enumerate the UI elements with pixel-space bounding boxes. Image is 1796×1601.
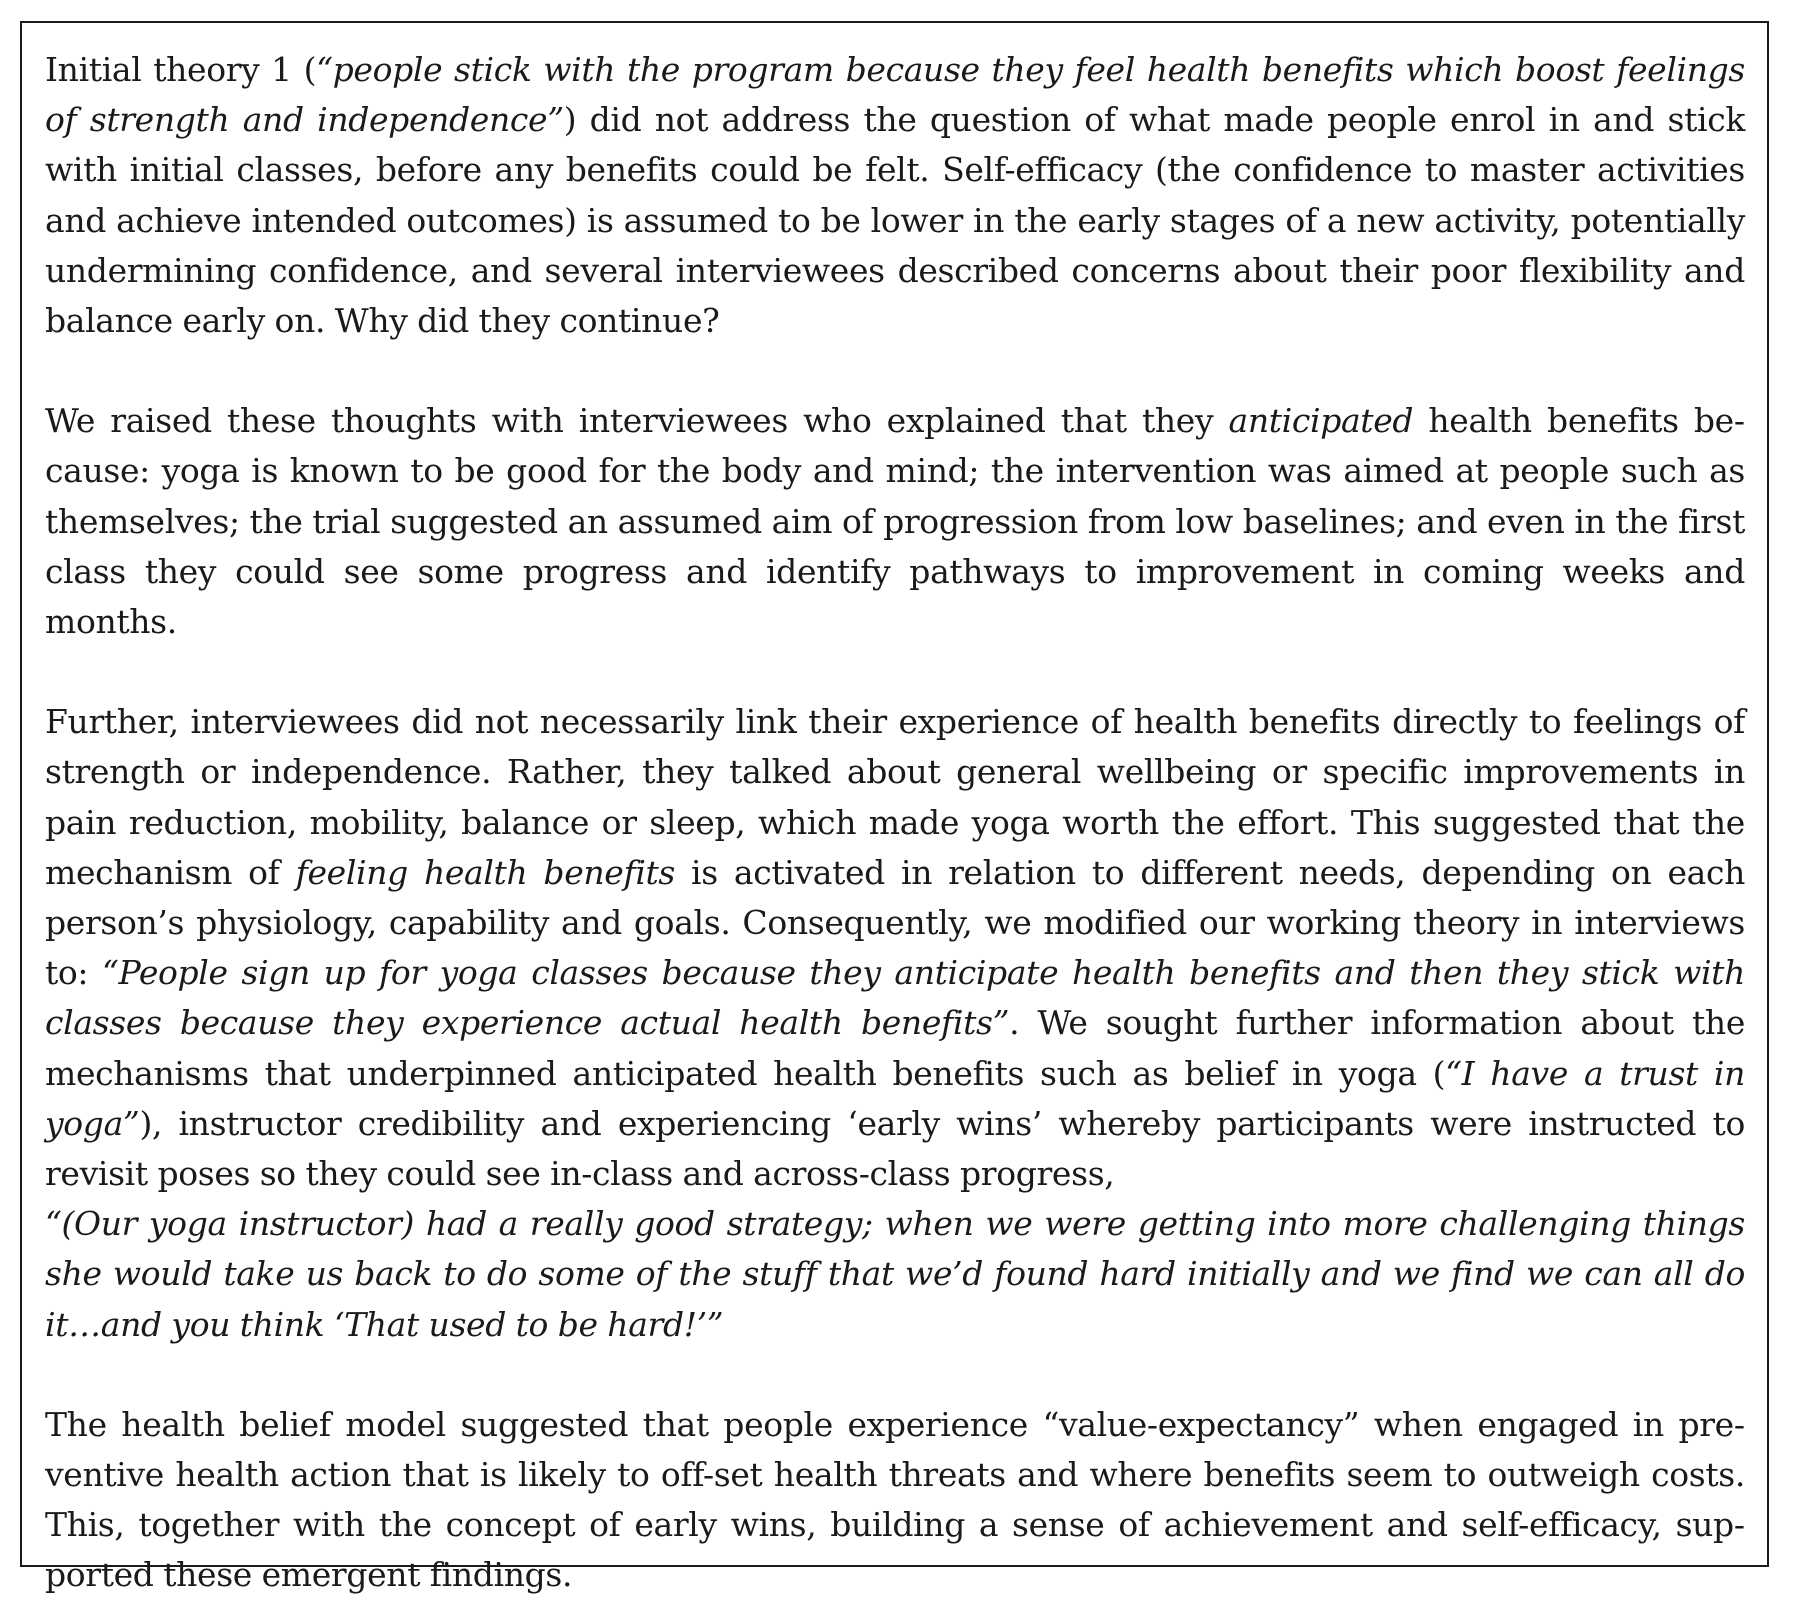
paragraph-3-instructor-quote: “(Our yoga instructor) had a really good strategy; when we were getting into more challenging things she would take us back to do some of the stuff that we’d found hard initially and we find we can all do it…and you think ‘That used to be hard!’” <box>45 1204 1745 1344</box>
paragraph-2-text-a: We raised these thoughts with interviewees who explained that they <box>45 401 1229 441</box>
paragraph-3-trust-quote: “I have a trust in yoga” <box>45 1053 1745 1143</box>
paragraph-4-text: The health belief model suggested that people experience “value-expectancy” when engaged in preventive health action that is likely to off-set health threats and where benefits seem to outweigh costs. This, together with the concept of early wins, building a sense of achievement and self-efficacy, supported these emergent findings. <box>45 1404 1745 1595</box>
paragraph-2-emphasis: anticipated <box>1228 401 1414 441</box>
paragraph-1-text-c: ) did not address the question of what made people enrol in and stick with initial classes, before any benefits could be felt. Self-efficacy (the confidence to master activities and achieve intended outcomes) is assumed to be lower in the early stages of a new activity, potentially undermining confidence, and several interviewees described concerns about their poor flexibility and balance early on. Why did they continue? <box>45 100 1745 341</box>
paragraph-3-theory-quote: “People sign up for yoga classes because they anticipate health benefits and then they stick with classes because they experience actual health benefits” <box>45 953 1745 1043</box>
paragraph-anticipated-benefits <box>45 396 1745 647</box>
text-box <box>20 21 1769 1595</box>
paragraph-3-emphasis: feeling health benefits <box>295 852 676 892</box>
paragraph-2-text-c: health benefits because: yoga is known to be good for the body and mind; the intervention was aimed at people such as themselves; the trial suggested an assumed aim of progression from low baselines; and even in the first class they could see some progress and identify pathways to improvement in coming weeks and months. <box>45 401 1745 642</box>
paragraph-initial-theory <box>45 45 1745 346</box>
paragraph-3-text-a: Further, interviewees did not necessarily link their experience of health benefits directly to feelings of strength or independence. Rather, they talked about general wellbeing or specific improvements in pain reduction, mobility, balance or sleep, which made yoga worth the effort. This suggested that the mechanism of <box>45 702 1745 892</box>
paragraph-1-text-a: Initial theory 1 ( <box>45 50 317 89</box>
paragraph-3-text-c: is activated in relation to different needs, depending on each person’s physiology, capability and goals. Consequently, we modified our working theory in interviews to: <box>45 852 1745 993</box>
paragraph-3-text-e: . We sought further information about the mechanisms that underpinned anticipated health benefits such as belief in yoga ( <box>45 1003 1746 1093</box>
paragraph-health-belief-model <box>45 1400 1745 1601</box>
paragraph-1-quote: “people stick with the program because they feel health benefits which boost feelings of strength and independence” <box>45 50 1745 140</box>
paragraph-modified-theory <box>45 697 1745 1350</box>
paragraph-3-text-g: ), instructor credibility and experiencing ‘early wins’ whereby participants were instructed to revisit poses so they could see in-class and across-class progress, <box>45 1103 1745 1194</box>
